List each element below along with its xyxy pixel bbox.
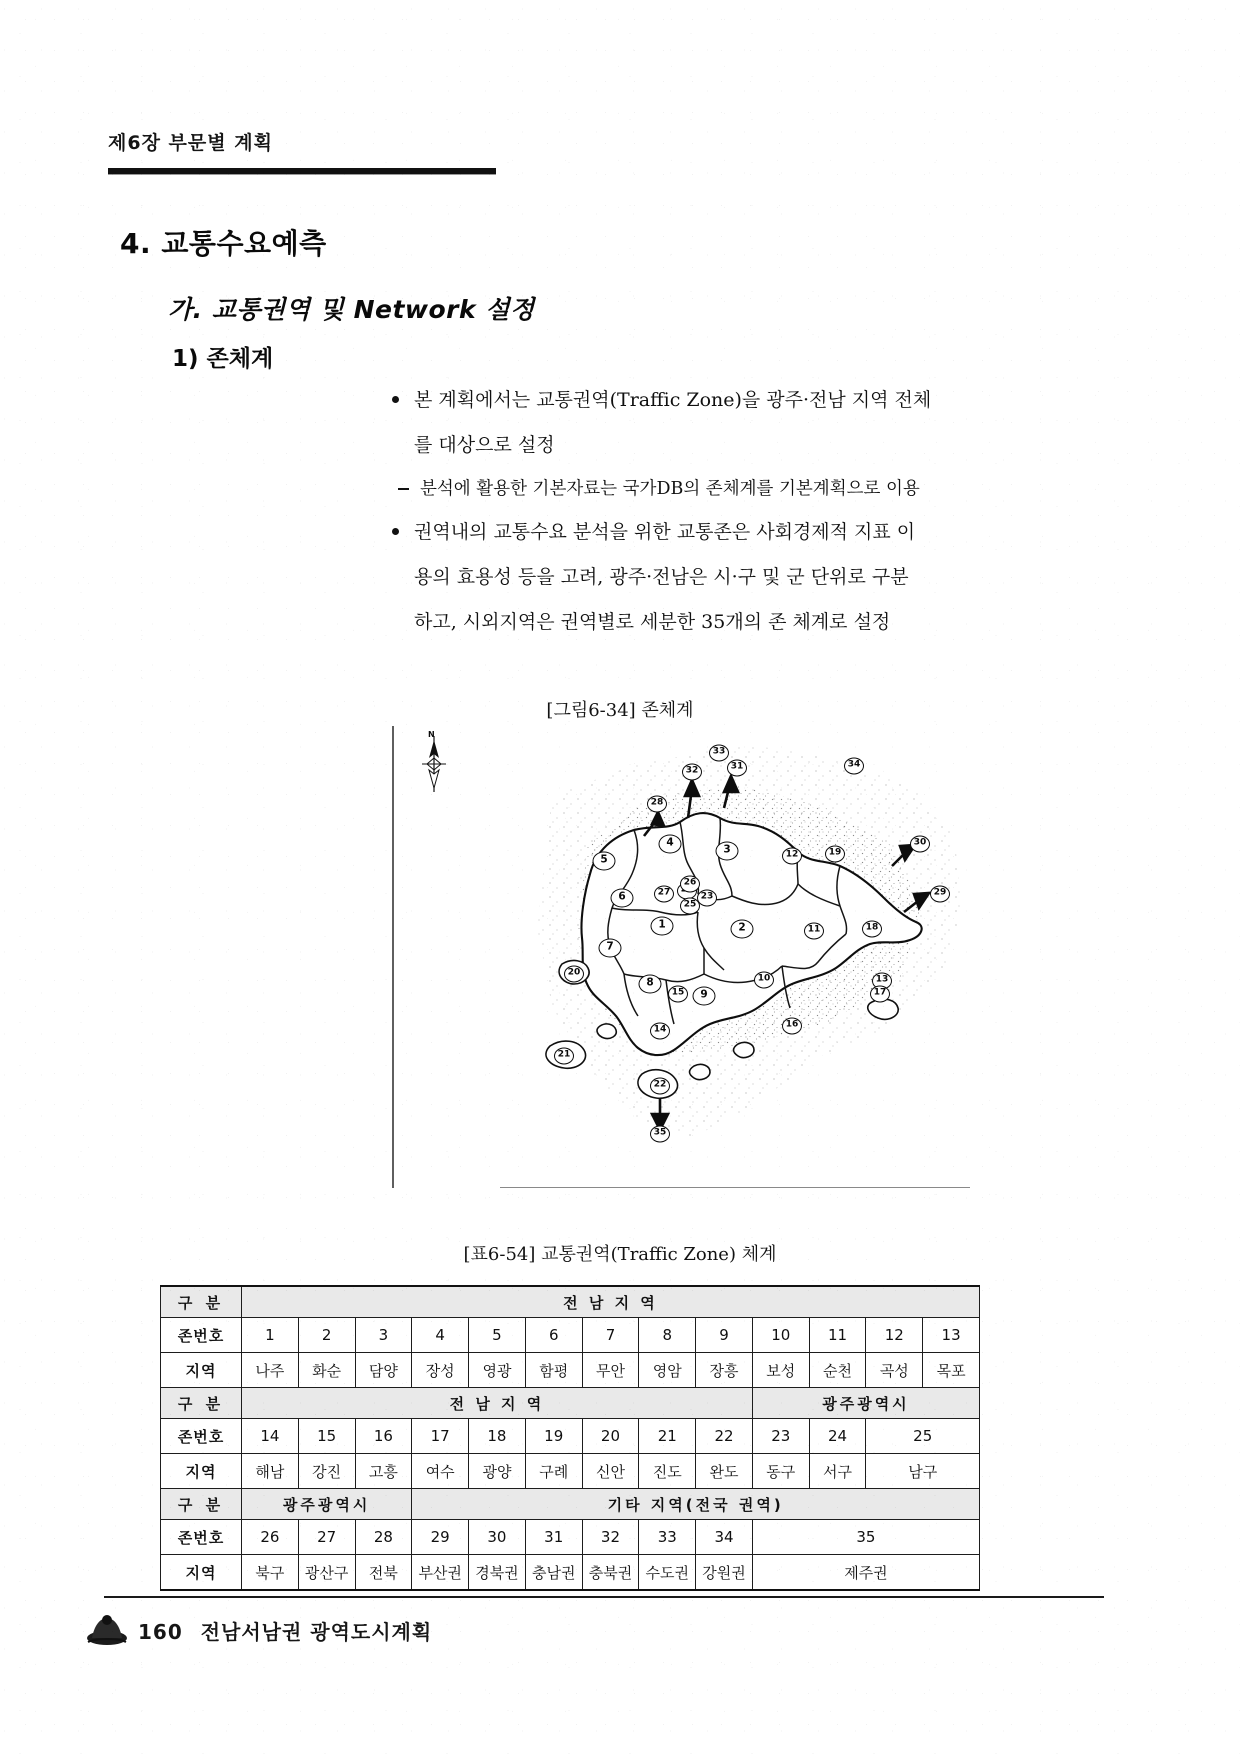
table-cell-region: 제주권 <box>752 1555 979 1591</box>
zone-marker-19: 19 <box>825 846 845 863</box>
table-cell-region: 담양 <box>355 1353 412 1388</box>
table-cell-zone-number: 31 <box>525 1520 582 1555</box>
table-cell-zone-number: 17 <box>412 1419 469 1454</box>
table-cell-zone-number: 4 <box>412 1318 469 1353</box>
table-cell-region: 광양 <box>469 1454 526 1489</box>
bullet-item-2 <box>388 510 994 645</box>
zone-marker-22: 22 <box>650 1078 670 1095</box>
table-cell-zone-number: 20 <box>582 1419 639 1454</box>
figure-left-rule <box>392 726 394 1188</box>
page-number: 160 <box>138 1620 183 1644</box>
table-cell-zone-number: 30 <box>469 1520 526 1555</box>
bullet-dot-icon <box>392 396 399 403</box>
bullet-1-line-1: 본 계획에서는 교통권역(Traffic Zone)을 광주·전남 지역 전체 <box>414 389 932 411</box>
footer-rule <box>104 1596 1104 1598</box>
table-cell-region: 진도 <box>639 1454 696 1489</box>
zone-marker-29: 29 <box>930 886 950 903</box>
figure-bottom-rule <box>500 1187 970 1188</box>
dash-marker-icon <box>398 488 409 490</box>
map-canvas <box>492 726 970 1156</box>
table-cell-region: 곡성 <box>866 1353 923 1388</box>
table-cell-zone-number: 35 <box>752 1520 979 1555</box>
table-cell-zone-number: 25 <box>866 1419 980 1454</box>
table-cell-region: 화순 <box>298 1353 355 1388</box>
table-cell-region: 해남 <box>242 1454 299 1489</box>
table-cell-region: 수도권 <box>639 1555 696 1591</box>
subsection-1-title: 존체계 <box>206 346 274 372</box>
table-row-label-zone-number: 존번호 <box>161 1520 242 1555</box>
table-cell-region: 무안 <box>582 1353 639 1388</box>
table-band-row <box>161 1286 980 1318</box>
table-cell-zone-number: 27 <box>298 1520 355 1555</box>
table-row-label-region: 지역 <box>161 1454 242 1489</box>
zone-marker-33: 33 <box>709 745 729 762</box>
zone-marker-20: 20 <box>564 966 584 983</box>
zone-marker-8: 8 <box>639 975 662 994</box>
section-number: 4. <box>120 227 152 260</box>
zone-marker-9: 9 <box>693 987 716 1006</box>
figure-caption: [그림6-34] 존체계 <box>546 700 694 721</box>
zone-marker-6: 6 <box>611 889 634 908</box>
bullet-item-1 <box>388 378 994 468</box>
zone-marker-26: 26 <box>680 876 700 893</box>
section-title: 교통수요예측 <box>161 227 327 260</box>
zone-marker-18: 18 <box>862 921 882 938</box>
table-cell-zone-number: 22 <box>696 1419 753 1454</box>
table-band-cell: 기타 지역(전국 권역) <box>412 1489 980 1520</box>
bullet-dot-icon <box>392 528 399 535</box>
table-row-label-region: 지역 <box>161 1555 242 1591</box>
footer-text <box>138 1616 432 1645</box>
subsection-heading-a <box>168 290 535 326</box>
table-cell-region: 강원권 <box>696 1555 753 1591</box>
table-band-cell: 전 남 지 역 <box>242 1286 980 1318</box>
table-band-row <box>161 1489 980 1520</box>
table-cell-region: 경북권 <box>469 1555 526 1591</box>
table-cell-zone-number: 14 <box>242 1419 299 1454</box>
table-cell-region: 함평 <box>525 1353 582 1388</box>
table-cell-zone-number: 12 <box>866 1318 923 1353</box>
running-head: 제6장 부문별 계획 <box>108 132 273 154</box>
table-row <box>161 1454 980 1489</box>
table-cell-region: 전북 <box>355 1555 412 1591</box>
zone-marker-32: 32 <box>682 764 702 781</box>
table-cell-region: 구례 <box>525 1454 582 1489</box>
bullet-2-line-1: 권역내의 교통수요 분석을 위한 교통존은 사회경제적 지표 이 <box>414 521 916 543</box>
table-cell-zone-number: 33 <box>639 1520 696 1555</box>
table-cell-region: 고흥 <box>355 1454 412 1489</box>
table-cell-zone-number: 19 <box>525 1419 582 1454</box>
zone-marker-5: 5 <box>593 852 616 871</box>
table-cell-region: 충남권 <box>525 1555 582 1591</box>
subsection-a-title-latin: Network <box>353 295 477 324</box>
table-cell-zone-number: 13 <box>923 1318 980 1353</box>
subsection-a-marker: 가. <box>168 295 203 324</box>
zone-marker-31: 31 <box>727 760 747 777</box>
zone-marker-35: 35 <box>650 1126 670 1143</box>
table-cell-region: 여수 <box>412 1454 469 1489</box>
table-row-label-zone-number: 존번호 <box>161 1419 242 1454</box>
table-cell-zone-number: 29 <box>412 1520 469 1555</box>
table-row-label-category: 구 분 <box>161 1388 242 1419</box>
table-cell-zone-number: 15 <box>298 1419 355 1454</box>
table-band-cell: 전 남 지 역 <box>242 1388 753 1419</box>
table-caption: [표6-54] 교통권역(Traffic Zone) 체계 <box>463 1244 777 1265</box>
zone-marker-2: 2 <box>731 920 754 939</box>
zone-marker-4: 4 <box>659 835 682 854</box>
table-cell-zone-number: 18 <box>469 1419 526 1454</box>
table-cell-zone-number: 24 <box>809 1419 866 1454</box>
page-title <box>120 222 327 262</box>
table-cell-region: 목포 <box>923 1353 980 1388</box>
table-row <box>161 1318 980 1353</box>
zone-marker-15: 15 <box>668 986 688 1003</box>
zone-marker-3: 3 <box>716 842 739 861</box>
table-cell-zone-number: 8 <box>639 1318 696 1353</box>
zone-marker-23: 23 <box>697 890 717 907</box>
table-row-label-category: 구 분 <box>161 1286 242 1318</box>
table-cell-zone-number: 26 <box>242 1520 299 1555</box>
table-cell-zone-number: 32 <box>582 1520 639 1555</box>
table-cell-region: 보성 <box>752 1353 809 1388</box>
table-cell-zone-number: 9 <box>696 1318 753 1353</box>
table-row-label-region: 지역 <box>161 1353 242 1388</box>
zone-marker-10: 10 <box>754 972 774 989</box>
subsection-a-title-korean-first: 교통권역 및 <box>211 295 345 324</box>
zone-marker-21: 21 <box>554 1048 574 1065</box>
compass-rose-icon <box>414 732 456 796</box>
table-cell-region: 신안 <box>582 1454 639 1489</box>
table-cell-region: 영암 <box>639 1353 696 1388</box>
table-cell-region: 완도 <box>696 1454 753 1489</box>
body-content <box>388 378 994 645</box>
zone-marker-34: 34 <box>844 758 864 775</box>
table-band-row <box>161 1388 980 1419</box>
table-cell-region: 순천 <box>809 1353 866 1388</box>
table-cell-region: 충북권 <box>582 1555 639 1591</box>
zone-marker-30: 30 <box>910 836 930 853</box>
table-row-label-category: 구 분 <box>161 1489 242 1520</box>
table-cell-region: 서구 <box>809 1454 866 1489</box>
table-cell-zone-number: 6 <box>525 1318 582 1353</box>
table-band-cell: 광주광역시 <box>752 1388 979 1419</box>
bullet-1-line-2: 를 대상으로 설정 <box>414 434 555 456</box>
table-row-label-zone-number: 존번호 <box>161 1318 242 1353</box>
bullet-2-line-2: 용의 효용성 등을 고려, 광주·전남은 시·구 및 군 단위로 구분 <box>414 566 909 588</box>
table-cell-zone-number: 10 <box>752 1318 809 1353</box>
zone-marker-13: 13 <box>872 973 892 990</box>
table-cell-region: 장흥 <box>696 1353 753 1388</box>
table-cell-zone-number: 28 <box>355 1520 412 1555</box>
zone-marker-25: 25 <box>680 898 700 915</box>
subsection-heading-1 <box>172 340 273 373</box>
table-cell-region: 장성 <box>412 1353 469 1388</box>
compass-north-label: N <box>428 730 435 739</box>
footer-emblem-icon <box>84 1608 130 1648</box>
table-cell-region: 북구 <box>242 1555 299 1591</box>
figure-zone-system-map <box>392 726 970 1188</box>
zone-marker-11: 11 <box>804 923 824 940</box>
table-cell-zone-number: 11 <box>809 1318 866 1353</box>
zone-marker-16: 16 <box>782 1018 802 1035</box>
table-cell-region: 부산권 <box>412 1555 469 1591</box>
table-cell-zone-number: 3 <box>355 1318 412 1353</box>
zone-marker-1: 1 <box>651 917 674 936</box>
table-cell-zone-number: 23 <box>752 1419 809 1454</box>
table-cell-zone-number: 5 <box>469 1318 526 1353</box>
table-row <box>161 1419 980 1454</box>
subsection-1-marker: 1) <box>172 346 199 372</box>
compass-glyph <box>414 732 456 796</box>
table-cell-region: 영광 <box>469 1353 526 1388</box>
table-row <box>161 1353 980 1388</box>
table-row <box>161 1555 980 1591</box>
zone-marker-14: 14 <box>650 1023 670 1040</box>
zone-marker-17: 17 <box>870 986 890 1003</box>
table-cell-region: 동구 <box>752 1454 809 1489</box>
dash-item-1 <box>388 468 994 510</box>
footer-document-title: 전남서남권 광역도시계획 <box>200 1620 433 1644</box>
jeonnam-region-map <box>492 726 970 1156</box>
zone-marker-28: 28 <box>647 796 667 813</box>
table-cell-zone-number: 34 <box>696 1520 753 1555</box>
table-cell-region: 나주 <box>242 1353 299 1388</box>
table-cell-region: 남구 <box>866 1454 980 1489</box>
zone-marker-27: 27 <box>654 886 674 903</box>
subsection-a-title-korean-second: 설정 <box>485 295 535 324</box>
table-cell-zone-number: 2 <box>298 1318 355 1353</box>
traffic-zone-table <box>160 1285 980 1591</box>
bullet-2-line-3: 하고, 시외지역은 권역별로 세분한 35개의 존 체계로 설정 <box>414 611 891 633</box>
table-row <box>161 1520 980 1555</box>
table-cell-zone-number: 16 <box>355 1419 412 1454</box>
table-cell-region: 강진 <box>298 1454 355 1489</box>
table-cell-zone-number: 1 <box>242 1318 299 1353</box>
table-cell-zone-number: 7 <box>582 1318 639 1353</box>
zone-marker-7: 7 <box>599 939 622 958</box>
dash-1-text: 분석에 활용한 기본자료는 국가DB의 존체계를 기본계획으로 이용 <box>420 479 920 499</box>
table-band-cell: 광주광역시 <box>242 1489 412 1520</box>
running-head-rule <box>108 168 496 174</box>
table-cell-zone-number: 21 <box>639 1419 696 1454</box>
zone-marker-12: 12 <box>782 848 802 865</box>
table-cell-region: 광산구 <box>298 1555 355 1591</box>
